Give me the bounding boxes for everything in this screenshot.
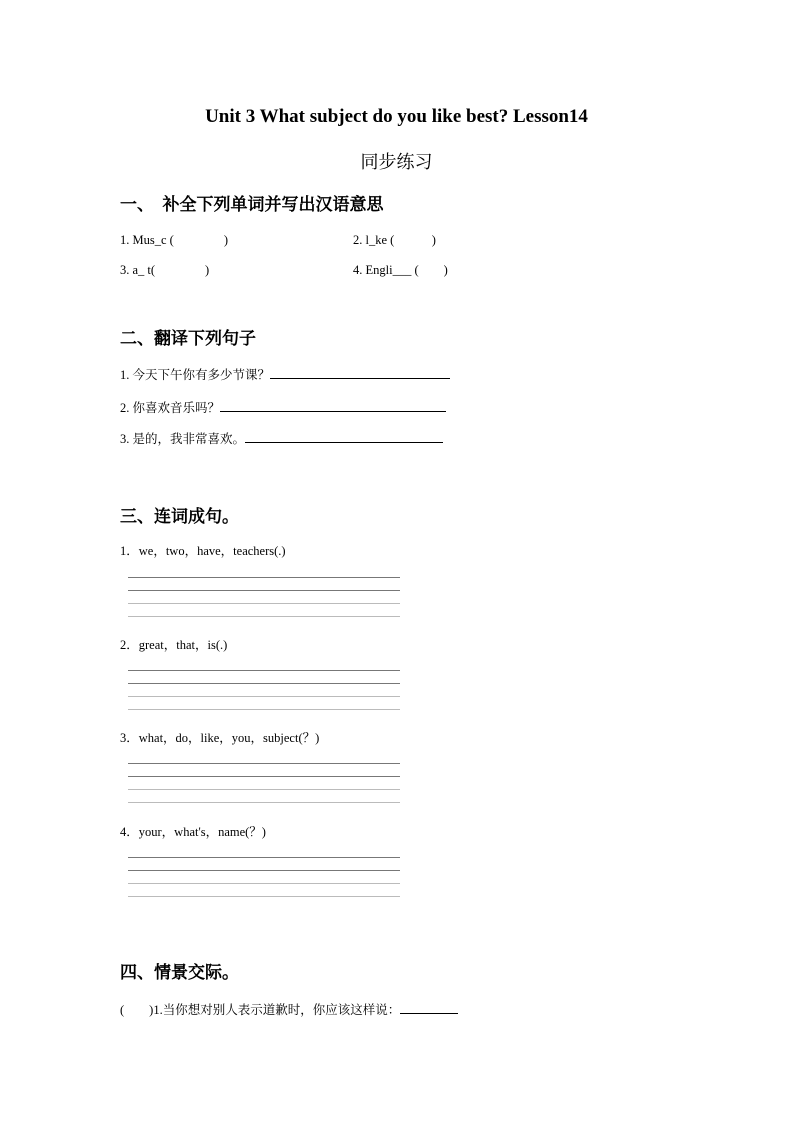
page-title: Unit 3 What subject do you like best? Lesson14 [205,106,588,127]
page-subtitle: 同步练习 [360,152,433,173]
section4-heading: 四、情景交际。 [120,963,239,983]
section2-heading: 二、翻译下列句子 [120,329,256,349]
translate-prompt: 3. 是的，我非常喜欢。 [120,432,246,446]
translate-prompt: 2. 你喜欢音乐吗？ [120,401,221,415]
reorder-item: 3．what，do，like，you，subject(？) [120,731,320,745]
reorder-item: 4．your，what's，name(？) [120,825,266,839]
dialogue-item [120,1000,458,1018]
dialogue-prompt: ( )1.当你想对别人表示道歉时，你应该这样说： [120,1003,401,1017]
writing-line[interactable] [128,870,400,871]
writing-line[interactable] [128,789,400,790]
writing-line[interactable] [128,603,400,604]
writing-line[interactable] [128,590,400,591]
translate-item [120,365,450,383]
writing-line[interactable] [128,670,400,671]
writing-line[interactable] [128,683,400,684]
answer-blank[interactable] [245,442,443,443]
section1-heading: 一、 补全下列单词并写出汉语意思 [120,195,384,215]
writing-line[interactable] [128,896,400,897]
reorder-item: 1．we，two，have，teachers(.) [120,544,286,558]
writing-line[interactable] [128,709,400,710]
writing-line[interactable] [128,883,400,884]
answer-blank[interactable] [220,411,446,412]
word-item: 3. a_ t( ) [120,263,210,277]
writing-line[interactable] [128,776,400,777]
answer-blank[interactable] [270,378,450,379]
word-item: 4. Engli___ ( ) [353,263,448,277]
writing-line[interactable] [128,802,400,803]
writing-line[interactable] [128,577,400,578]
translate-item [120,429,443,447]
answer-blank[interactable] [400,1013,458,1014]
word-item: 1. Mus_c ( ) [120,233,228,247]
writing-line[interactable] [128,857,400,858]
writing-line[interactable] [128,763,400,764]
word-item: 2. l_ke ( ) [353,233,436,247]
writing-line[interactable] [128,616,400,617]
translate-prompt: 1. 今天下午你有多少节课？ [120,368,271,382]
translate-item [120,398,446,416]
reorder-item: 2．great，that，is(.) [120,638,228,652]
section3-heading: 三、连词成句。 [120,507,239,527]
writing-line[interactable] [128,696,400,697]
